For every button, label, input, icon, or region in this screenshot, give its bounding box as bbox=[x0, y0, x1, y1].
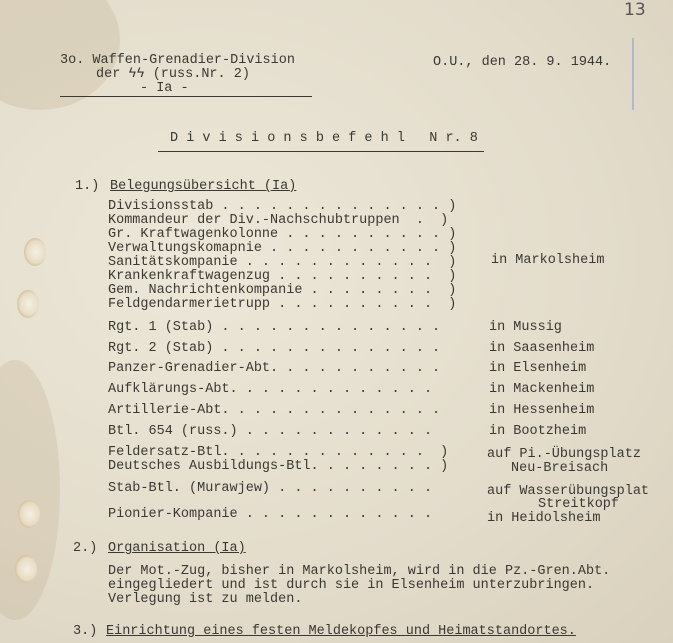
unit-line-3: - Ia - bbox=[140, 81, 189, 96]
section-3-number: 3.) bbox=[73, 624, 98, 639]
unit-line: Feldersatz-Btl. . . . . . . . . . . . . ) bbox=[108, 445, 449, 460]
section-2-heading: Organisation (Ia) bbox=[108, 541, 246, 556]
unit-line: Divisionsstab . . . . . . . . . . . . . . ) bbox=[108, 199, 457, 214]
unit-line: Artillerie-Abt. . . . . . . . . . . . . . bbox=[108, 403, 441, 418]
title-rule bbox=[158, 151, 484, 152]
body-line: eingegliedert und ist durch sie in Elsenheim unterzubringen. bbox=[108, 578, 595, 593]
body-line: Der Mot.-Zug, bisher in Markolsheim, wird in die Pz.-Gren.Abt. bbox=[108, 564, 611, 579]
section-1-number: 1.) bbox=[75, 179, 100, 194]
unit-line: Rgt. 1 (Stab) . . . . . . . . . . . . . . bbox=[108, 320, 441, 335]
page-number: 13 bbox=[624, 0, 646, 20]
section-1-heading: Belegungsübersicht (Ia) bbox=[110, 179, 297, 194]
section-2-number: 2.) bbox=[73, 541, 98, 556]
order-title: D i v i s i o n s b e f e h l N r. 8 bbox=[170, 131, 478, 146]
unit-location: Streitkopf bbox=[538, 497, 620, 512]
unit-line: Gr. Kraftwagenkolonne . . . . . . . . . . ) bbox=[108, 227, 457, 242]
unit-location: in Elsenheim bbox=[489, 361, 587, 376]
punch-hole bbox=[15, 555, 37, 583]
unit-line: Feldgendarmerietrupp . . . . . . . . . . ) bbox=[108, 297, 457, 312]
unit-line: Rgt. 2 (Stab) . . . . . . . . . . . . . . bbox=[108, 341, 441, 356]
punch-hole bbox=[18, 500, 40, 528]
unit-line: Pionier-Kompanie . . . . . . . . . . . . bbox=[108, 507, 433, 522]
unit-location: auf Wasserübungsplat bbox=[487, 484, 650, 499]
unit-line-2: der ϟϟ (russ.Nr. 2) bbox=[96, 67, 250, 82]
unit-line: Gem. Nachrichtenkompanie . . . . . . . . ) bbox=[108, 283, 457, 298]
unit-line: Btl. 654 (russ.) . . . . . . . . . . . . bbox=[108, 424, 433, 439]
unit-location: auf Pi.-Übungsplatz bbox=[487, 447, 641, 462]
punch-hole bbox=[24, 238, 46, 266]
header-rule bbox=[60, 96, 312, 97]
unit-location: Neu-Breisach bbox=[511, 461, 609, 476]
section-3-heading: Einrichtung eines festen Meldekopfes und Heimatstandortes. bbox=[106, 624, 576, 639]
unit-location: in Bootzheim bbox=[489, 424, 587, 439]
unit-line: Aufklärungs-Abt. . . . . . . . . . . . . bbox=[108, 382, 433, 397]
unit-line: Deutsches Ausbildungs-Btl. . . . . . . . ) bbox=[108, 459, 449, 474]
unit-location: in Hessenheim bbox=[489, 403, 595, 418]
body-line: Verlegung ist zu melden. bbox=[108, 592, 303, 607]
unit-line: Krankenkraftwagenzug . . . . . . . . . . ) bbox=[108, 269, 457, 284]
unit-line: Sanitätskompanie . . . . . . . . . . . . ) bbox=[108, 255, 457, 270]
unit-line-1: 3o. Waffen-Grenadier-Division bbox=[60, 53, 295, 68]
unit-line: Kommandeur der Div.-Nachschubtruppen . ) bbox=[108, 213, 449, 228]
unit-location: in Mussig bbox=[489, 320, 562, 335]
punch-hole bbox=[17, 290, 39, 318]
place-date: O.U., den 28. 9. 1944. bbox=[433, 55, 612, 70]
unit-location: in Saasenheim bbox=[489, 341, 595, 356]
group-location: in Markolsheim bbox=[491, 253, 605, 268]
unit-line: Verwaltungskomapnie . . . . . . . . . . . ) bbox=[108, 241, 457, 256]
unit-line: Panzer-Grenadier-Abt. . . . . . . . . . . bbox=[108, 361, 441, 376]
unit-location: in Mackenheim bbox=[489, 382, 595, 397]
unit-line: Stab-Btl. (Murawjew) . . . . . . . . . . bbox=[108, 481, 433, 496]
unit-location: in Heidolsheim bbox=[487, 511, 601, 526]
margin-mark bbox=[632, 38, 634, 110]
